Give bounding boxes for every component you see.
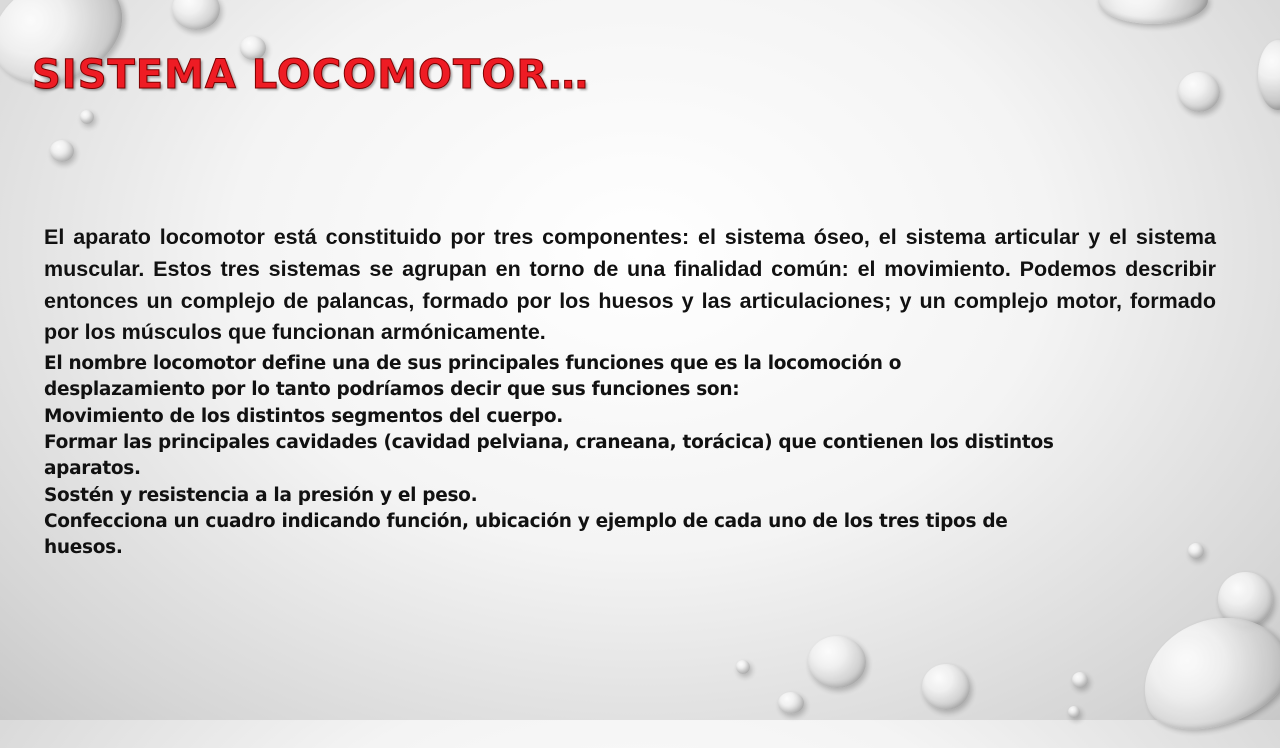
text-line: Formar las principales cavidades (cavidad pelviana, craneana, torácica) que contienen los distintos	[44, 432, 1054, 454]
text-line: huesos.	[44, 537, 123, 559]
text-line: El nombre locomotor define una de sus principales funciones que es la locomoción o	[44, 353, 902, 375]
water-drop-decoration	[1098, 0, 1208, 24]
water-drop-decoration	[808, 636, 866, 688]
water-drop-decoration	[172, 0, 220, 30]
water-drop-decoration	[778, 692, 804, 714]
function-list	[44, 351, 1216, 561]
water-drop-decoration	[1072, 672, 1088, 688]
water-drop-decoration	[922, 664, 970, 710]
text-line: Movimiento de los distintos segmentos del cuerpo.	[44, 405, 564, 427]
text-line: aparatos.	[44, 458, 141, 480]
slide-body	[44, 222, 1216, 562]
text-line: Sostén y resistencia a la presión y el peso.	[44, 484, 478, 506]
intro-paragraph: El aparato locomotor está constituido por tres componentes: el sistema óseo, el sistema articular y el sistema muscular. Estos tres sistemas se agrupan en torno de una finalidad común: el movimiento. Podemos describir entonces un complejo de palancas, formado por los huesos y las articulaciones; y un complejo motor, formado por los músculos que funcionan armónicamente.	[44, 225, 1216, 345]
text-line: Confecciona un cuadro indicando función, ubicación y ejemplo de cada uno de los tres tipos de	[44, 510, 1008, 532]
water-drop-decoration	[1178, 72, 1220, 112]
water-drop-decoration	[50, 140, 74, 162]
slide-title: SISTEMA LOCOMOTOR…	[32, 52, 590, 98]
water-drop-decoration	[736, 660, 750, 674]
water-drop-decoration	[80, 110, 94, 124]
text-line: desplazamiento por lo tanto podríamos decir que sus funciones son:	[44, 379, 740, 401]
water-drop-decoration	[1258, 40, 1280, 110]
water-drop-decoration	[1068, 706, 1080, 718]
